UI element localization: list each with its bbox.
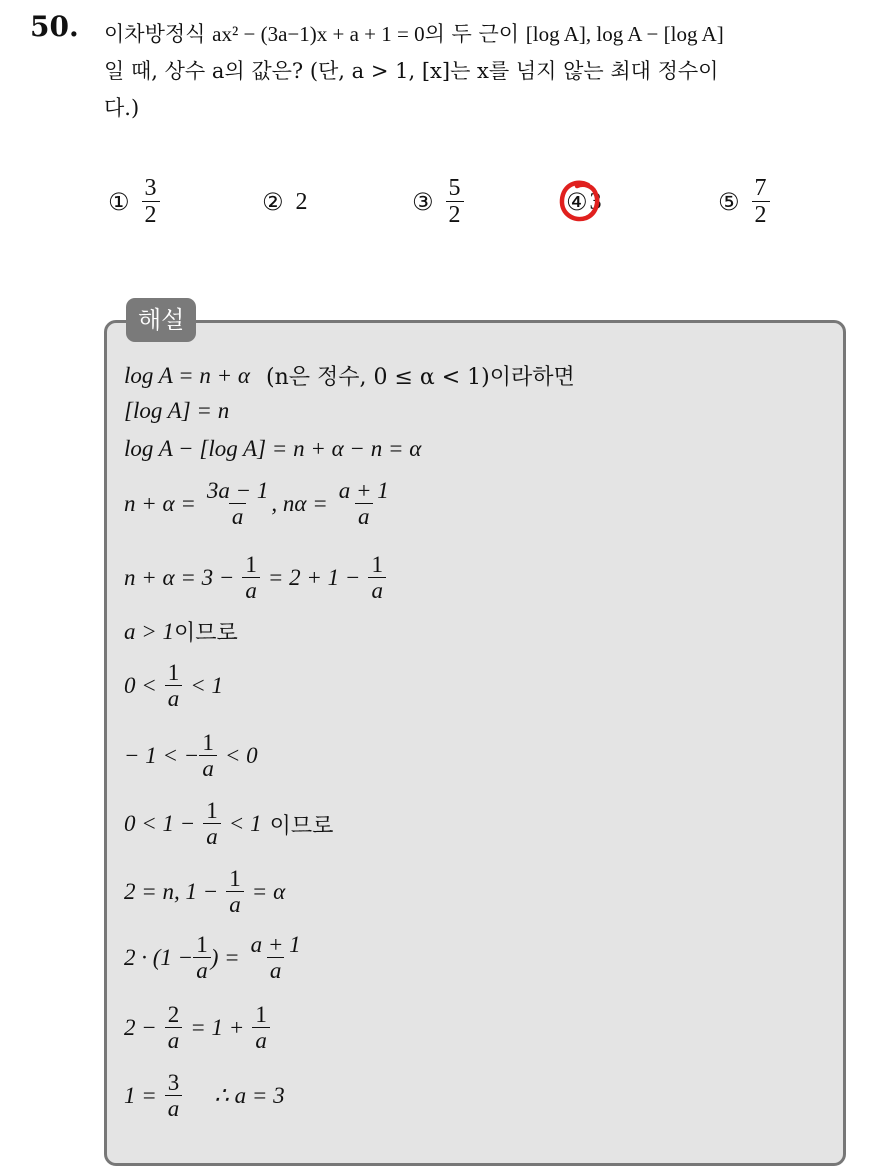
numerator: a + 1: [250, 932, 301, 957]
math: 2 = n, 1 −: [124, 879, 219, 905]
numerator: 5: [448, 174, 461, 201]
choice-fraction: [752, 175, 770, 230]
denominator: a: [165, 1027, 183, 1054]
fraction: [204, 478, 272, 531]
choice-number: ③: [412, 188, 434, 216]
korean-text: 이므로: [174, 621, 238, 646]
choice-fraction: [142, 175, 160, 230]
denominator: a: [203, 823, 221, 850]
numerator: 1: [206, 798, 218, 823]
choice-number: ④: [566, 187, 588, 216]
denominator: a: [267, 957, 285, 984]
roots: [log A], log A − [log A]: [525, 22, 724, 46]
solution-line: [124, 360, 575, 391]
fraction: [252, 1002, 270, 1055]
numerator: 1: [245, 552, 257, 577]
fraction: [336, 478, 392, 531]
denominator: a: [165, 685, 183, 712]
math: n + α = 3 −: [124, 565, 235, 591]
math: 2 −: [124, 1015, 157, 1041]
math: 1 =: [124, 1083, 157, 1109]
numerator: 1: [167, 660, 180, 685]
fraction: [248, 932, 304, 985]
denominator: a: [252, 1027, 270, 1054]
numerator: 2: [167, 1002, 180, 1027]
denominator: a: [226, 891, 244, 918]
numerator: 1: [371, 552, 383, 577]
solution-tag: 해설: [126, 298, 196, 342]
solution-line: [124, 932, 304, 985]
choice-5[interactable]: [718, 170, 770, 234]
solution-line: [124, 660, 223, 713]
fraction: [226, 866, 244, 919]
solution-line: [124, 552, 386, 605]
choice-value: 3: [589, 188, 602, 215]
denominator: 2: [752, 201, 770, 230]
math: n + α =: [124, 491, 196, 517]
condition: (n은 정수, 0 ≤ α < 1): [265, 365, 490, 390]
math: log A − [log A] = n + α − n = α: [124, 436, 422, 461]
question-intro: 이차방정식: [104, 22, 206, 46]
denominator: a: [229, 503, 247, 530]
math: < 1: [228, 811, 262, 837]
math: < 0: [224, 743, 258, 769]
denominator: 2: [446, 201, 464, 230]
solution-line: [124, 1070, 285, 1123]
math: < 1: [190, 673, 224, 699]
question-roots-intro: 의 두 근이: [424, 22, 520, 46]
math: 0 <: [124, 673, 157, 699]
math: log A = n + α: [124, 362, 250, 388]
answer-circle-mark: [557, 178, 603, 224]
numerator: 3a − 1: [206, 478, 269, 503]
fraction: [199, 730, 217, 783]
fraction: [203, 798, 221, 851]
math: ) =: [210, 945, 240, 971]
choice-2[interactable]: [262, 170, 308, 234]
math: = 1 +: [190, 1015, 245, 1041]
fraction: [165, 1070, 183, 1123]
choice-value: 2: [295, 188, 308, 215]
numerator: 1: [196, 932, 208, 957]
math: [log A] = n: [124, 398, 230, 423]
numerator: 1: [229, 866, 241, 891]
solution-line: [124, 866, 285, 919]
numerator: 3: [144, 174, 157, 201]
conclusion: ∴ a = 3: [214, 1083, 285, 1109]
denominator: 2: [142, 201, 160, 230]
numerator: 3: [167, 1070, 180, 1095]
math: 2 · (1 −: [124, 945, 194, 971]
numerator: 1: [255, 1002, 267, 1027]
numerator: 1: [202, 730, 214, 755]
math: = α: [251, 879, 286, 905]
solution-line: [124, 1002, 270, 1055]
answer-choices: [0, 170, 884, 240]
choice-3[interactable]: [412, 170, 464, 234]
denominator: a: [355, 503, 373, 530]
denominator: a: [368, 577, 386, 604]
numerator: a + 1: [338, 478, 389, 503]
math: , nα =: [271, 491, 328, 517]
choice-number: ⑤: [718, 188, 740, 216]
denominator: a: [193, 957, 211, 984]
math: 0 < 1 −: [124, 811, 196, 837]
solution-line: [124, 730, 258, 783]
denominator: a: [199, 755, 217, 782]
math: = 2 + 1 −: [267, 565, 361, 591]
choice-number-marked: [566, 188, 590, 217]
solution-line: [124, 398, 229, 424]
question-text: [104, 16, 864, 127]
question-line-2: 일 때, 상수 a의 값은? (단, a > 1, [x]는 x를 넘지 않는 최대 정수이: [104, 59, 719, 83]
solution-line: [124, 478, 392, 531]
math: a > 1: [124, 618, 175, 644]
choice-number: ①: [108, 188, 130, 216]
math: − 1 < −: [124, 743, 200, 769]
solution-line: [124, 798, 333, 851]
equation: ax² − (3a−1)x + a + 1 = 0: [212, 22, 425, 46]
korean-text: 이라하면: [489, 365, 575, 390]
question-number: 50.: [30, 10, 79, 43]
denominator: a: [165, 1095, 183, 1122]
solution-line: [124, 616, 238, 647]
question-line-1: [104, 16, 864, 53]
fraction: [165, 1002, 183, 1055]
denominator: a: [242, 577, 260, 604]
fraction: [242, 552, 260, 605]
numerator: 7: [754, 174, 767, 201]
fraction: [193, 932, 211, 985]
choice-4[interactable]: [566, 170, 602, 234]
fraction: [368, 552, 386, 605]
fraction: [165, 660, 183, 713]
question-line-3: 다.): [104, 96, 140, 120]
choice-fraction: [446, 175, 464, 230]
solution-line: [124, 436, 421, 462]
korean-text: 이므로: [269, 813, 334, 839]
choice-number: ②: [262, 188, 284, 216]
choice-1[interactable]: [108, 170, 160, 234]
